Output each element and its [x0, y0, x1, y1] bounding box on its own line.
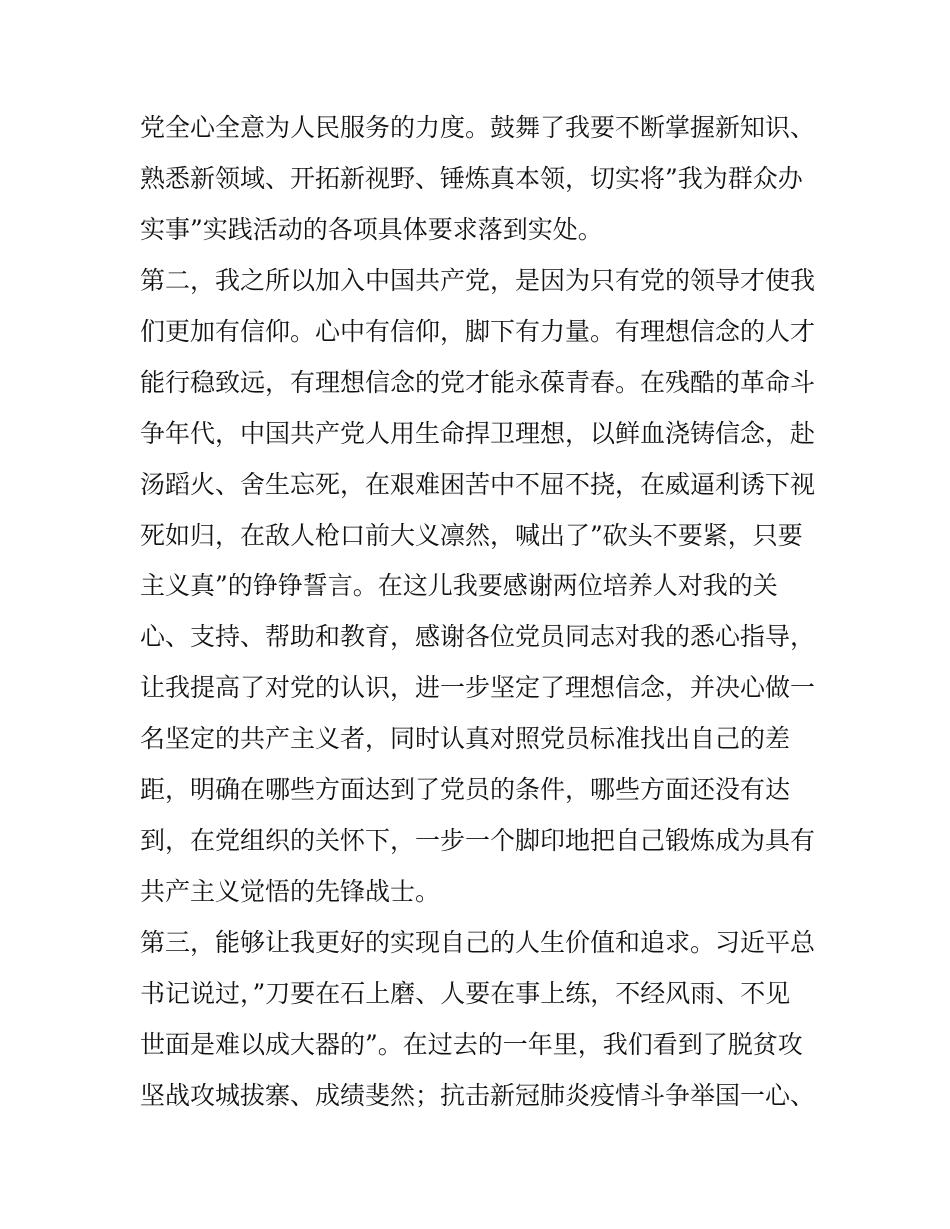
- text-line: 实事”实践活动的各项具体要求落到实处。: [140, 214, 603, 244]
- text-line: 到，在党组织的关怀下，一步一个脚印地把自己锻炼成为具有: [140, 826, 816, 856]
- text-line: 书记说过，”刀要在石上磨、人要在事上练，不经风雨、不见: [140, 978, 791, 1008]
- text-line: 死如归，在敌人枪口前大义凛然，喊出了”砍头不要紧，只要: [140, 520, 803, 550]
- text-line: 名坚定的共产主义者，同时认真对照党员标准找出自己的差: [140, 724, 791, 754]
- text-line: 坚战攻城拔寨、成绩斐然；抗击新冠肺炎疫情斗争举国一心、: [140, 1080, 816, 1110]
- text-line: 心、支持、帮助和教育，感谢各位党员同志对我的悉心指导，: [140, 622, 816, 652]
- body-text: [140, 103, 820, 1122]
- text-line: 们更加有信仰。心中有信仰，脚下有力量。有理想信念的人才: [140, 316, 816, 346]
- text-line: 能行稳致远，有理想信念的党才能永葆青春。在残酷的革命斗: [140, 367, 816, 397]
- text-line: 主义真”的铮铮誓言。在这儿我要感谢两位培养人对我的关: [140, 571, 778, 601]
- text-line: 共产主义觉悟的先锋战士。: [140, 877, 441, 907]
- text-line: 汤蹈火、舍生忘死，在艰难困苦中不屈不挠，在威逼利诱下视: [140, 469, 816, 499]
- text-line: 世面是难以成大器的”。在过去的一年里，我们看到了脱贫攻: [140, 1029, 803, 1059]
- text-line: 争年代，中国共产党人用生命捍卫理想，以鲜血浇铸信念，赴: [140, 418, 816, 448]
- text-line: 第二，我之所以加入中国共产党，是因为只有党的领导才使我: [140, 265, 816, 295]
- text-line: 距，明确在哪些方面达到了党员的条件，哪些方面还没有达: [140, 775, 791, 805]
- text-line: 党全心全意为人民服务的力度。鼓舞了我要不断掌握新知识、: [140, 113, 816, 142]
- text-line: 第三，能够让我更好的实现自己的人生价值和追求。习近平总: [140, 928, 816, 957]
- text-line: 让我提高了对党的认识，进一步坚定了理想信念，并决心做一: [140, 673, 816, 703]
- text-line: 熟悉新领域、开拓新视野、锤炼真本领，切实将”我为群众办: [140, 163, 803, 193]
